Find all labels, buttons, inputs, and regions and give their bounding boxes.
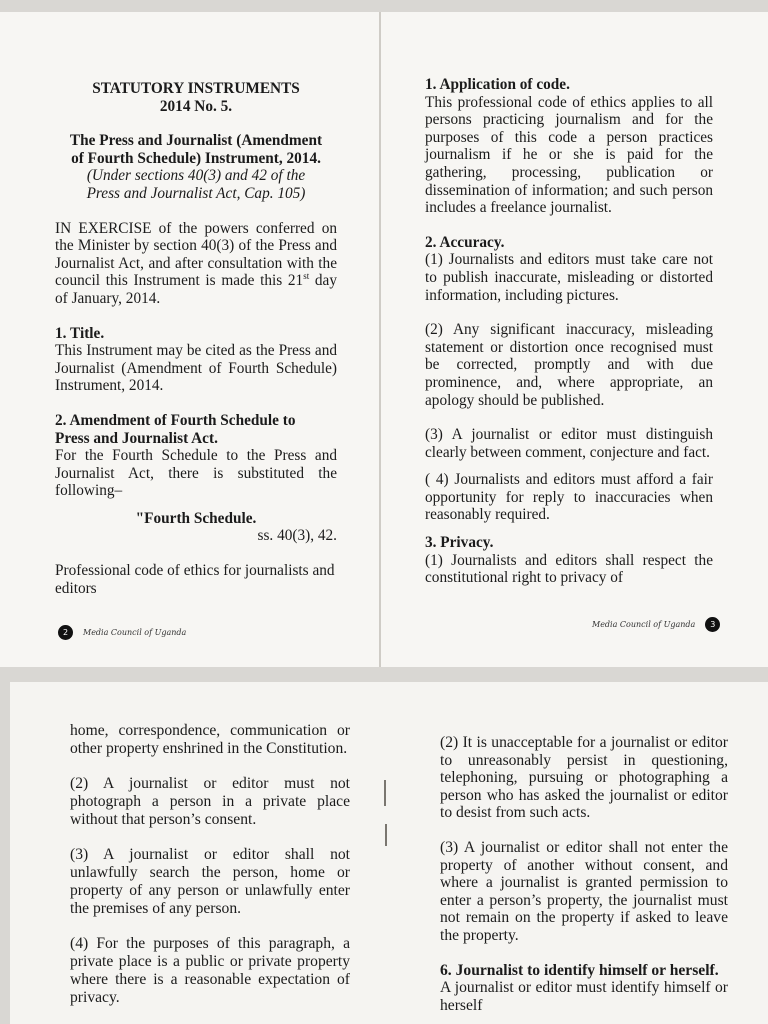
left-page-footer <box>58 625 186 640</box>
privacy-clause-continued: home, correspondence, communication or other property enshrined in the Constitution. <box>70 722 350 757</box>
privacy-clause-4: (4) For the purposes of this paragraph, a private place is a public or private property where there is a reasonable expectation of privacy. <box>70 935 350 1006</box>
privacy-heading: 3. Privacy. <box>425 534 494 552</box>
statutory-heading: STATUTORY INSTRUMENTS <box>92 80 300 97</box>
exercise-text-end: day of January, 2014. <box>55 272 337 307</box>
exercise-paragraph <box>55 220 337 308</box>
instrument-title-line2: of Fourth Schedule) Instrument, 2014. <box>71 149 321 167</box>
section-6-text: A journalist or editor must identify himself or herself <box>440 979 728 1014</box>
section-1-text: This Instrument may be cited as the Press and Journalist (Amendment of Fourth Schedule) Instrument, 2014. <box>55 342 337 395</box>
section-1-heading: 1. Title. <box>55 324 105 342</box>
accuracy-clause-2: (2) Any significant inaccuracy, misleading statement or distortion once recognised must be corrected, promptly and with due prominence, and, where appropriate, an apology should be published. <box>425 321 713 409</box>
instrument-subtitle-line2: Press and Journalist Act, Cap. 105) <box>86 184 306 202</box>
right-page-footer <box>592 617 720 632</box>
accuracy-clause-4: ( 4) Journalists and editors must afford a fair opportunity for reply to inaccuracies when reasonably required. <box>425 471 713 524</box>
instrument-subtitle-line1: (Under sections 40(3) and 42 of the <box>86 167 306 185</box>
bottom-right-page <box>440 734 728 1014</box>
right-page <box>425 76 713 587</box>
application-text: This professional code of ethics applies to all persons practicing journalism and for the purposes of this code a person practices journalism if he or she is paid for the gathering, processing, publication or dissemination of information; and such person includes a freelance journalist. <box>425 93 713 217</box>
section-2-heading-line1: 2. Amendment of Fourth Schedule to <box>55 411 296 429</box>
exercise-sup: st <box>303 271 310 282</box>
section-2-heading-line2: Press and Journalist Act. <box>55 429 218 447</box>
exercise-text: IN EXERCISE of the powers conferred on the Minister by section 40(3) of the Press and Journalist Act, and after consultation with the council this Instrument is made this 21 <box>55 219 337 290</box>
footer-text: Media Council of Uganda <box>83 628 187 637</box>
section-6-heading: 6. Journalist to identify himself or herself. <box>440 961 719 979</box>
harassment-clause-2: (2) It is unacceptable for a journalist or editor to unreasonably persist in questioning, telephoning, pursuing or photographing a person who has asked the journalist or editor to desist from such acts. <box>440 734 728 822</box>
footer-text: Media Council of Uganda <box>592 620 696 629</box>
accuracy-clause-3: (3) A journalist or editor must distinguish clearly between comment, conjecture and fact. <box>425 426 713 461</box>
harassment-clause-3: (3) A journalist or editor shall not enter the property of another without consent, and where a journalist is granted permission to enter a person’s property, the journalist must not remain on the property if asked to leave the property. <box>440 838 728 944</box>
privacy-clause-3: (3) A journalist or editor shall not unlawfully search the person, home or property of any person or unlawfully enter the premises of any person. <box>70 846 350 917</box>
page-number-badge: 2 <box>58 625 73 640</box>
instrument-title-line1: The Press and Journalist (Amendment <box>69 132 323 150</box>
code-intro: Professional code of ethics for journalists and editors <box>55 562 335 597</box>
page-number-badge: 3 <box>705 617 720 632</box>
bottom-spread <box>10 682 768 1024</box>
application-heading: 1. Application of code. <box>425 76 570 93</box>
bottom-left-page <box>70 722 350 1007</box>
scan-mark <box>385 824 387 846</box>
schedule-title: "Fourth Schedule. <box>135 509 257 527</box>
page-gutter <box>379 12 381 667</box>
section-2-text: For the Fourth Schedule to the Press and Journalist Act, there is substituted the following– <box>55 447 337 500</box>
top-spread <box>0 12 768 667</box>
instrument-number: 2014 No. 5. <box>159 97 233 115</box>
accuracy-clause-1: (1) Journalists and editors must take care not to publish inaccurate, misleading or distorted information, including pictures. <box>425 251 713 304</box>
privacy-clause-2: (2) A journalist or editor must not photograph a person in a private place without that person’s consent. <box>70 775 350 828</box>
left-page <box>55 80 337 597</box>
privacy-clause-1: (1) Journalists and editors shall respect the constitutional right to privacy of <box>425 551 713 587</box>
scan-mark <box>384 780 386 806</box>
accuracy-heading: 2. Accuracy. <box>425 233 505 251</box>
schedule-reference: ss. 40(3), 42. <box>257 527 337 545</box>
